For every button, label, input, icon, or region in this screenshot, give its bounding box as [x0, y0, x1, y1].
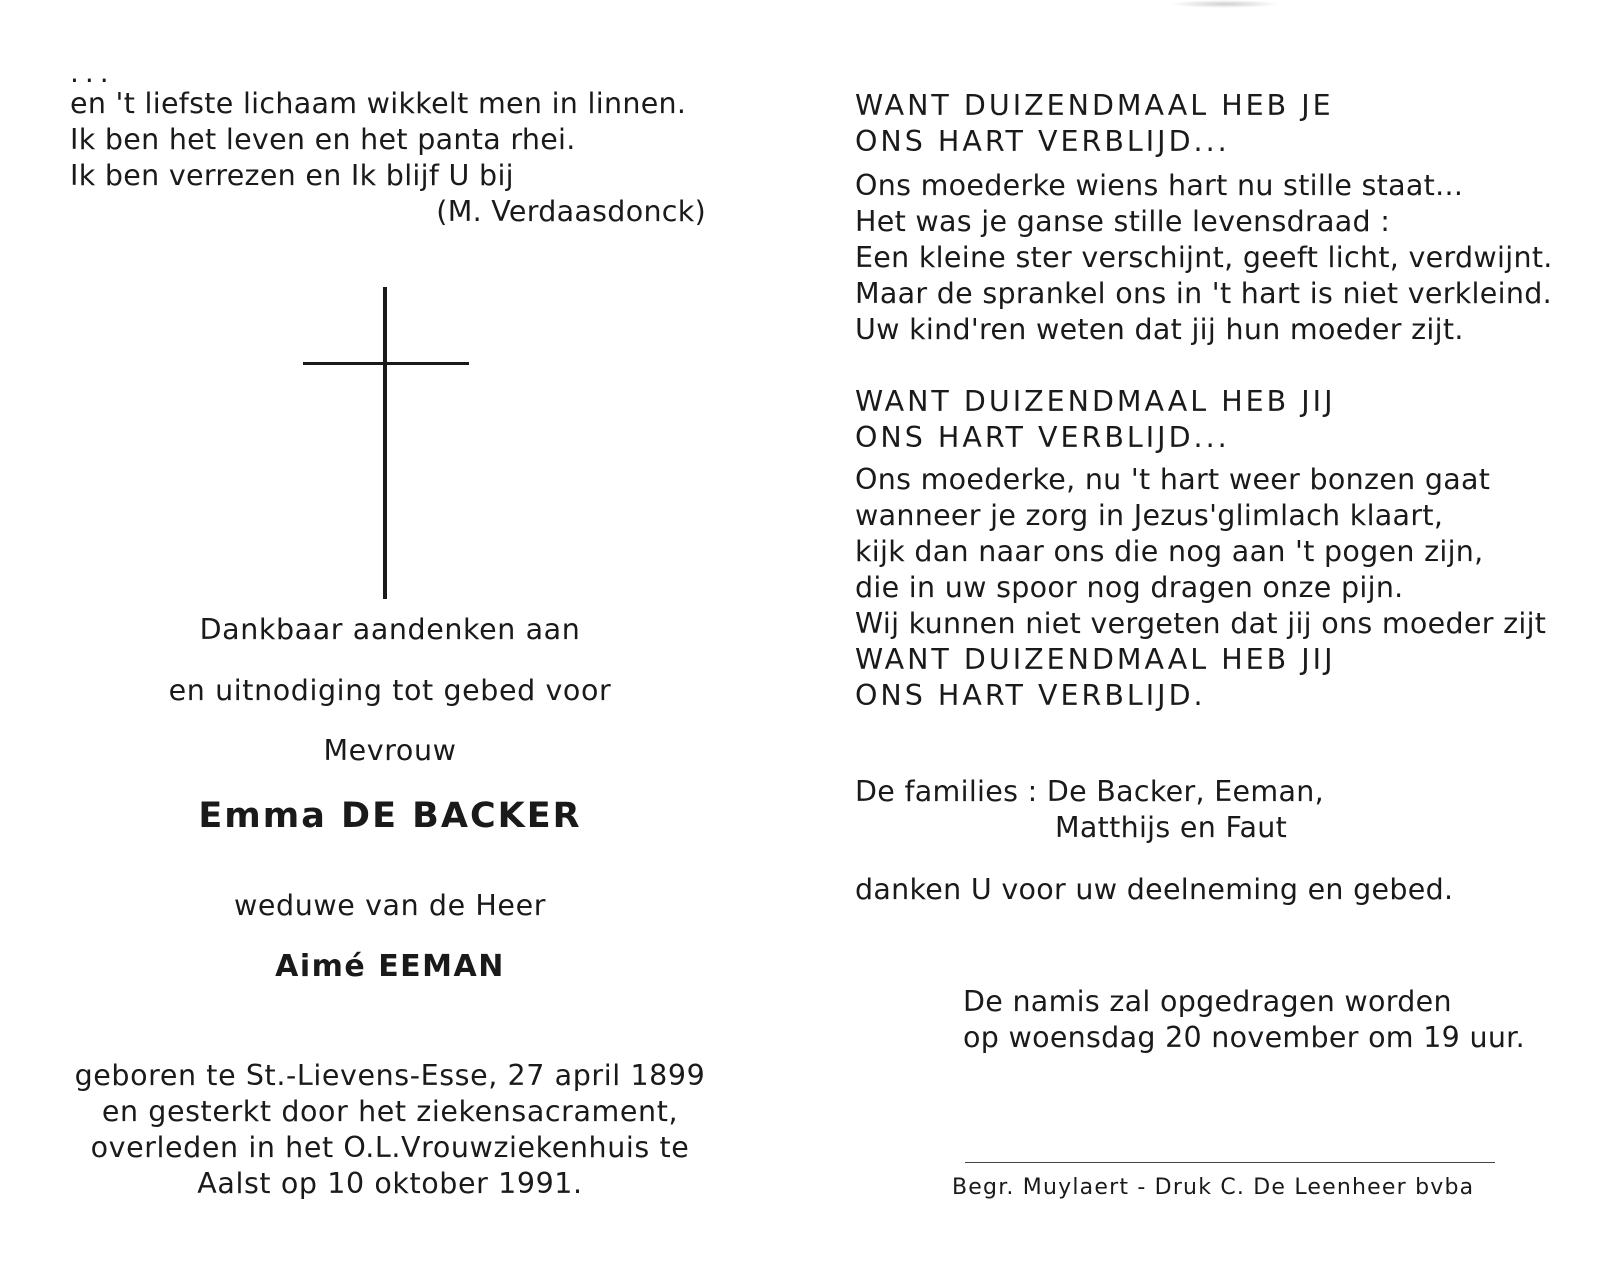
- name-block: [60, 795, 720, 837]
- right-poem: [855, 88, 1595, 1056]
- cross-icon: [303, 287, 469, 599]
- stanza-1-line: Uw kind'ren weten dat jij hun moeder zijt.: [855, 313, 1464, 346]
- spouse-name-block: [60, 948, 720, 986]
- stanza-2-heading: ONS HART VERBLIJD...: [855, 421, 1230, 454]
- poem-attribution: (M. Verdaasdonck): [436, 195, 706, 228]
- dedication-block-2: [60, 673, 720, 709]
- poem-line: en 't liefste lichaam wikkelt men in linnen.: [70, 87, 687, 120]
- families-line: De families : De Backer, Eeman,: [855, 775, 1324, 808]
- stanza-2-line: die in uw spoor nog dragen onze pijn.: [855, 571, 1404, 604]
- stanza-1-heading: WANT DUIZENDMAAL HEB JE: [855, 89, 1334, 122]
- scan-smudge: [1170, 0, 1280, 8]
- divider-rule: [965, 1162, 1495, 1163]
- deceased-name: Emma DE BACKER: [198, 796, 582, 836]
- dedication-line-2: en uitnodiging tot gebed voor: [168, 674, 612, 707]
- stanza-2-closing: WANT DUIZENDMAAL HEB JIJ: [855, 643, 1336, 676]
- stanza-2-closing: ONS HART VERBLIJD.: [855, 679, 1206, 712]
- stanza-2-line: Wij kunnen niet vergeten dat jij ons moeder zijt: [855, 607, 1547, 640]
- bio-line: Aalst op 10 oktober 1991.: [197, 1167, 583, 1200]
- bio-line: overleden in het O.L.Vrouwziekenhuis te: [90, 1131, 690, 1164]
- spouse-name: Aimé EEMAN: [275, 949, 505, 984]
- dedication-block: [60, 612, 720, 648]
- bio-line: en gesterkt door het ziekensacrament,: [101, 1095, 679, 1128]
- stanza-1-line: Een kleine ster verschijnt, geeft licht, verdwijnt.: [855, 241, 1553, 274]
- title-block: [60, 733, 720, 769]
- thanks-line: danken U voor uw deelneming en gebed.: [855, 873, 1454, 906]
- left-poem: [70, 56, 710, 230]
- spouse-intro-block: [60, 888, 720, 924]
- poem-line: Ik ben het leven en het panta rhei.: [70, 123, 576, 156]
- stanza-1-line: Maar de sprankel ons in 't hart is niet verkleind.: [855, 277, 1552, 310]
- stanza-2-heading: WANT DUIZENDMAAL HEB JIJ: [855, 385, 1336, 418]
- families-line: Matthijs en Faut: [1055, 811, 1288, 844]
- stanza-1-line: Het was je ganse stille levensdraad :: [855, 205, 1391, 238]
- spouse-intro: weduwe van de Heer: [233, 889, 547, 922]
- stanza-2-line: wanneer je zorg in Jezus'glimlach klaart,: [855, 499, 1444, 532]
- printer-credit: Begr. Muylaert - Druk C. De Leenheer bvba: [952, 1175, 1475, 1200]
- mass-line: De namis zal opgedragen worden: [963, 985, 1452, 1018]
- stanza-1-line: Ons moederke wiens hart nu stille staat...: [855, 169, 1464, 202]
- biography: [60, 1058, 720, 1202]
- honorific-title: Mevrouw: [323, 734, 457, 767]
- stanza-2-line: kijk dan naar ons die nog aan 't pogen zijn,: [855, 535, 1484, 568]
- stanza-1-heading: ONS HART VERBLIJD...: [855, 125, 1230, 158]
- bio-line: geboren te St.-Lievens-Esse, 27 april 1899: [74, 1059, 706, 1092]
- stanza-2-line: Ons moederke, nu 't hart weer bonzen gaat: [855, 463, 1491, 496]
- mass-line: op woensdag 20 november om 19 uur.: [963, 1021, 1525, 1054]
- dedication-line-1: Dankbaar aandenken aan: [199, 613, 581, 646]
- poem-line: Ik ben verrezen en Ik blijf U bij: [70, 159, 514, 192]
- poem-ellipsis: ...: [70, 56, 115, 89]
